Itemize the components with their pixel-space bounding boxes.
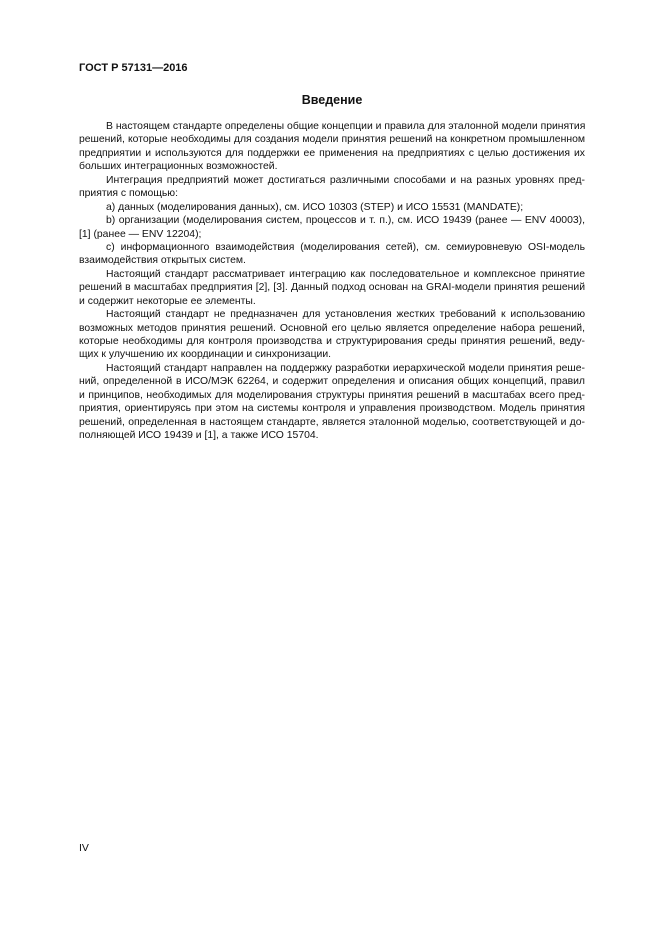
text-line: Настоящий стандарт рассматривает интеграцию как последовательное и комплексное принятие — [106, 268, 585, 280]
paragraph — [79, 241, 585, 268]
text-line: больших интеграционных возможностей. — [79, 161, 278, 173]
paragraph — [79, 120, 585, 174]
text-line: и содержит некоторые ее элементы. — [79, 295, 256, 307]
text-line: приятия с помощью: — [79, 188, 178, 200]
document-body — [79, 120, 585, 443]
paragraph — [79, 308, 585, 362]
text-line: решений, которые необходимы для создания модели принятия решений на конкретном промышленном — [79, 134, 585, 146]
text-line: Настоящий стандарт не предназначен для установления жестких требований к использованию — [106, 309, 585, 321]
text-line: решений в масштабах предприятия [2], [3]. Данный подход основан на GRAI-модели принятия решений — [79, 282, 585, 294]
text-line: которые необходимы для контроля производства и структурирования среды принятия решений, веду- — [79, 336, 585, 347]
text-line: b) организации (моделирования систем, процессов и т. п.), см. ИСО 19439 (ранее — ENV 40003), — [106, 215, 585, 227]
text-line: Настоящий стандарт направлен на поддержку разработки иерархической модели принятия реше- — [106, 362, 585, 374]
paragraph — [79, 214, 585, 241]
text-line: а) данных (моделирования данных), см. ИСО 10303 (STEP) и ИСО 15531 (MANDATE); — [106, 201, 524, 213]
text-line: c) информационного взаимодействия (моделирования сетей), см. семиуровневую OSI-модель — [106, 241, 585, 253]
text-line: решений, определенная в настоящем стандарте, является эталонной моделью, соответствующей и до- — [79, 416, 585, 428]
text-line: полняющей ИСО 19439 и [1], а также ИСО 15704. — [79, 430, 319, 442]
text-line: и принципов, необходимых для моделирования структуры принятия решений в масштабах всего пред- — [79, 389, 585, 401]
text-line: В настоящем стандарте определены общие концепции и правила для эталонной модели принятия — [106, 121, 586, 132]
document-header: ГОСТ Р 57131—2016 — [79, 62, 188, 74]
paragraph — [79, 268, 585, 308]
section-title: Введение — [301, 93, 363, 107]
text-line: возможных методов принятия решений. Основной его целью является определение набора решений, — [79, 322, 585, 334]
paragraph — [79, 201, 585, 214]
text-line: предприятии и используются для поддержки ее применения на предприятиях с целью достижения их — [79, 147, 585, 159]
text-line: взаимодействия открытых систем. — [79, 255, 246, 267]
text-line: щих к улучшению их координации и синхронизации. — [79, 349, 332, 361]
paragraph — [79, 174, 585, 201]
text-line: [1] (ранее — ENV 12204); — [79, 228, 202, 240]
text-line: Интеграция предприятий может достигаться различными способами и на разных уровнях пред- — [106, 174, 585, 186]
text-line: ний, определенной в ИСО/МЭК 62264, и содержит определения и описания общих концепций, правил — [79, 376, 585, 388]
paragraph — [79, 362, 585, 443]
text-line: приятия, ориентируясь при этом на системы контроля и управления производством. Модель принятия — [79, 403, 585, 415]
page-number: IV — [79, 842, 89, 854]
